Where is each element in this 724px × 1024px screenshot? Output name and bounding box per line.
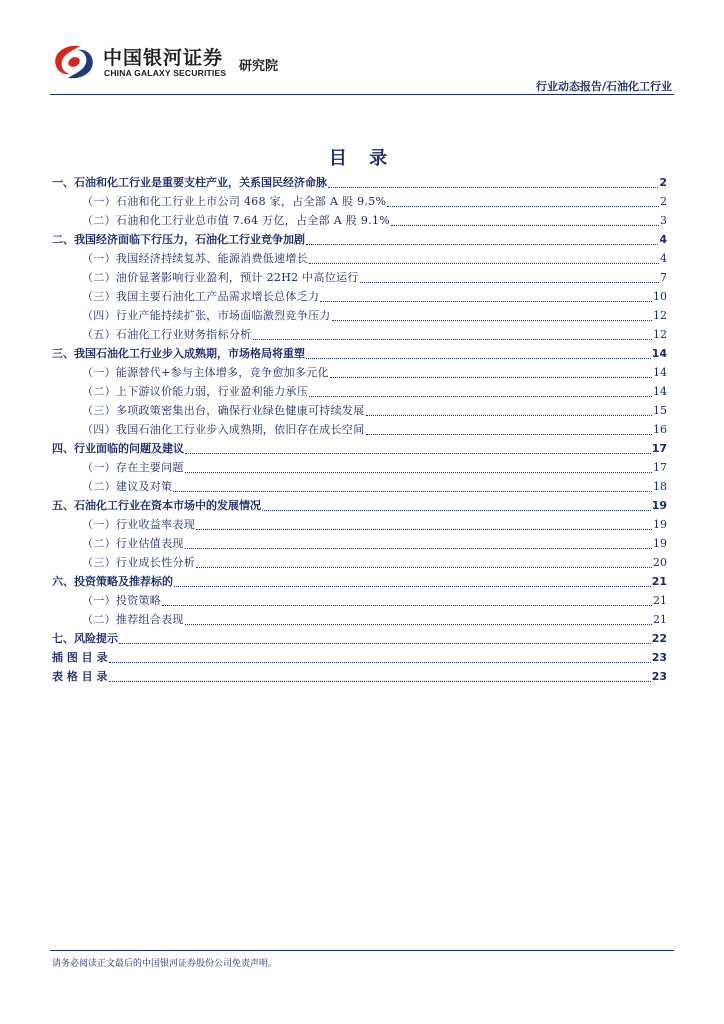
toc-subsection-entry[interactable] (52, 382, 667, 401)
toc-page-number: 17 (651, 442, 667, 455)
toc-subsection-entry[interactable] (52, 477, 667, 496)
toc-entry-title: 三、我国石油化工行业步入成熟期，市场格局将重塑 (52, 347, 305, 360)
toc-entry-title: 六、投资策略及推荐标的 (52, 575, 173, 588)
toc-entry-title: 插 图 目 录 (52, 651, 108, 664)
toc-section-entry[interactable] (52, 648, 667, 667)
toc-page-number: 14 (651, 347, 667, 360)
toc-section-entry[interactable] (52, 572, 667, 591)
toc-dot-leader (185, 462, 652, 473)
toc-title: 目 录 (328, 148, 396, 169)
toc-entry-title: （四）行业产能持续扩张，市场面临激烈竞争压力 (82, 309, 331, 322)
toc-subsection-entry[interactable] (52, 363, 667, 382)
toc-dot-leader (332, 310, 652, 321)
toc-page-number: 21 (651, 575, 667, 588)
toc-entry-title: 二、我国经济面临下行压力，石油化工行业竞争加剧 (52, 233, 305, 246)
toc-dot-leader (196, 519, 652, 530)
toc-subsection-entry[interactable] (52, 458, 667, 477)
toc-subsection-entry[interactable] (52, 553, 667, 572)
toc-dot-leader (185, 614, 652, 625)
toc-subsection-entry[interactable] (52, 325, 667, 344)
toc-dot-leader (119, 633, 651, 644)
toc-entry-title: （一）行业收益率表现 (82, 518, 195, 531)
toc-section-entry[interactable] (52, 439, 667, 458)
toc-entry-title: （二）推荐组合表现 (82, 613, 184, 626)
toc-entry-title: （三）我国主要石油化工产品需求增长总体乏力 (82, 290, 320, 303)
page-header (0, 0, 724, 96)
toc-entry-title: （二）行业估值表现 (82, 537, 184, 550)
toc-dot-leader (109, 671, 651, 682)
toc-subsection-entry[interactable] (52, 610, 667, 629)
toc-entry-title: （五）石油化工行业财务指标分析 (82, 328, 252, 341)
table-of-contents (52, 173, 667, 686)
toc-page-number: 19 (653, 537, 667, 550)
toc-page-number: 19 (653, 518, 667, 531)
toc-page-number: 17 (653, 461, 667, 474)
toc-page-number: 23 (651, 651, 667, 664)
toc-subsection-entry[interactable] (52, 211, 667, 230)
toc-dot-leader (306, 234, 658, 245)
toc-entry-title: （一）我国经济持续复苏、能源消费低速增长 (82, 252, 308, 265)
toc-dot-leader (309, 253, 659, 264)
toc-dot-leader (196, 557, 652, 568)
toc-dot-leader (309, 386, 652, 397)
toc-section-entry[interactable] (52, 173, 667, 192)
galaxy-logo-icon (50, 42, 98, 82)
toc-entry-title: （三）多项政策密集出台，确保行业绿色健康可持续发展 (82, 404, 365, 417)
toc-entry-title: 四、行业面临的问题及建议 (52, 442, 184, 455)
toc-dot-leader (174, 576, 651, 587)
toc-entry-title: （二）建议及对策 (82, 480, 173, 493)
toc-section-entry[interactable] (52, 230, 667, 249)
toc-dot-leader (253, 329, 653, 340)
toc-dot-leader (185, 538, 652, 549)
toc-dot-leader (185, 443, 651, 454)
toc-page-number: 3 (660, 214, 667, 227)
toc-subsection-entry[interactable] (52, 249, 667, 268)
toc-dot-leader (391, 215, 659, 226)
toc-entry-title: （二）石油和化工行业总市值 7.64 万亿，占全部 A 股 9.1% (82, 214, 391, 227)
toc-dot-leader (366, 424, 653, 435)
toc-page-number: 16 (653, 423, 667, 436)
toc-page-number: 7 (660, 271, 667, 284)
footer-divider (50, 950, 674, 951)
toc-subsection-entry[interactable] (52, 401, 667, 420)
toc-entry-title: （一）石油和化工行业上市公司 468 家，占全部 A 股 9.5% (82, 195, 387, 208)
toc-subsection-entry[interactable] (52, 420, 667, 439)
toc-page-number: 2 (660, 195, 667, 208)
toc-entry-title: （四）我国石油化工行业步入成熟期，依旧存在成长空间 (82, 423, 365, 436)
toc-entry-title: 表 格 目 录 (52, 670, 108, 683)
toc-dot-leader (328, 177, 658, 188)
toc-page-number: 4 (659, 233, 667, 246)
footer-disclaimer: 请务必阅读正文最后的中国银河证券股份公司免责声明。 (52, 959, 278, 969)
toc-entry-title: 七、风险提示 (52, 632, 118, 645)
toc-entry-title: （三）行业成长性分析 (82, 556, 195, 569)
toc-page-number: 20 (653, 556, 667, 569)
toc-section-entry[interactable] (52, 667, 667, 686)
toc-entry-title: 一、石油和化工行业是重要支柱产业，关系国民经济命脉 (52, 176, 327, 189)
toc-subsection-entry[interactable] (52, 287, 667, 306)
toc-subsection-entry[interactable] (52, 268, 667, 287)
toc-page-number: 23 (651, 670, 667, 683)
report-type: 行业动态报告/石油化工行业 (535, 80, 672, 93)
toc-page-number: 21 (653, 594, 667, 607)
toc-page-number: 18 (653, 480, 667, 493)
toc-page-number: 12 (653, 328, 667, 341)
brand-name-cn: 中国银河证券 (103, 47, 224, 69)
toc-page-number: 12 (653, 309, 667, 322)
toc-page-number: 10 (653, 290, 667, 303)
toc-entry-title: （一）能源替代+参与主体增多，竞争愈加多元化 (82, 366, 329, 379)
toc-subsection-entry[interactable] (52, 515, 667, 534)
toc-entry-title: （二）油价显著影响行业盈利，预计 22H2 中高位运行 (82, 271, 359, 284)
toc-dot-leader (306, 348, 651, 359)
toc-page-number: 2 (659, 176, 667, 189)
toc-dot-leader (387, 196, 659, 207)
toc-dot-leader (262, 500, 651, 511)
toc-page-number: 19 (651, 499, 667, 512)
brand-institute: 研究院 (239, 59, 279, 74)
toc-dot-leader (109, 652, 651, 663)
toc-page-number: 14 (653, 385, 667, 398)
toc-section-entry[interactable] (52, 344, 667, 363)
toc-dot-leader (330, 367, 652, 378)
brand-name-en: CHINA GALAXY SECURITIES (104, 68, 227, 78)
toc-dot-leader (360, 272, 659, 283)
toc-page-number: 15 (653, 404, 667, 417)
toc-section-entry[interactable] (52, 496, 667, 515)
toc-page-number: 14 (653, 366, 667, 379)
toc-page-number: 21 (653, 613, 667, 626)
toc-entry-title: （二）上下游议价能力弱，行业盈利能力承压 (82, 385, 308, 398)
toc-subsection-entry[interactable] (52, 192, 667, 211)
toc-entry-title: （一）存在主要问题 (82, 461, 184, 474)
header-divider (50, 94, 674, 95)
toc-page-number: 22 (651, 632, 667, 645)
toc-section-entry[interactable] (52, 629, 667, 648)
toc-dot-leader (320, 291, 652, 302)
toc-page-number: 4 (660, 252, 667, 265)
toc-subsection-entry[interactable] (52, 534, 667, 553)
toc-dot-leader (162, 595, 652, 606)
toc-entry-title: （一）投资策略 (82, 594, 162, 607)
toc-entry-title: 五、石油化工行业在资本市场中的发展情况 (52, 499, 261, 512)
toc-subsection-entry[interactable] (52, 306, 667, 325)
toc-dot-leader (173, 481, 652, 492)
toc-dot-leader (366, 405, 653, 416)
toc-subsection-entry[interactable] (52, 591, 667, 610)
